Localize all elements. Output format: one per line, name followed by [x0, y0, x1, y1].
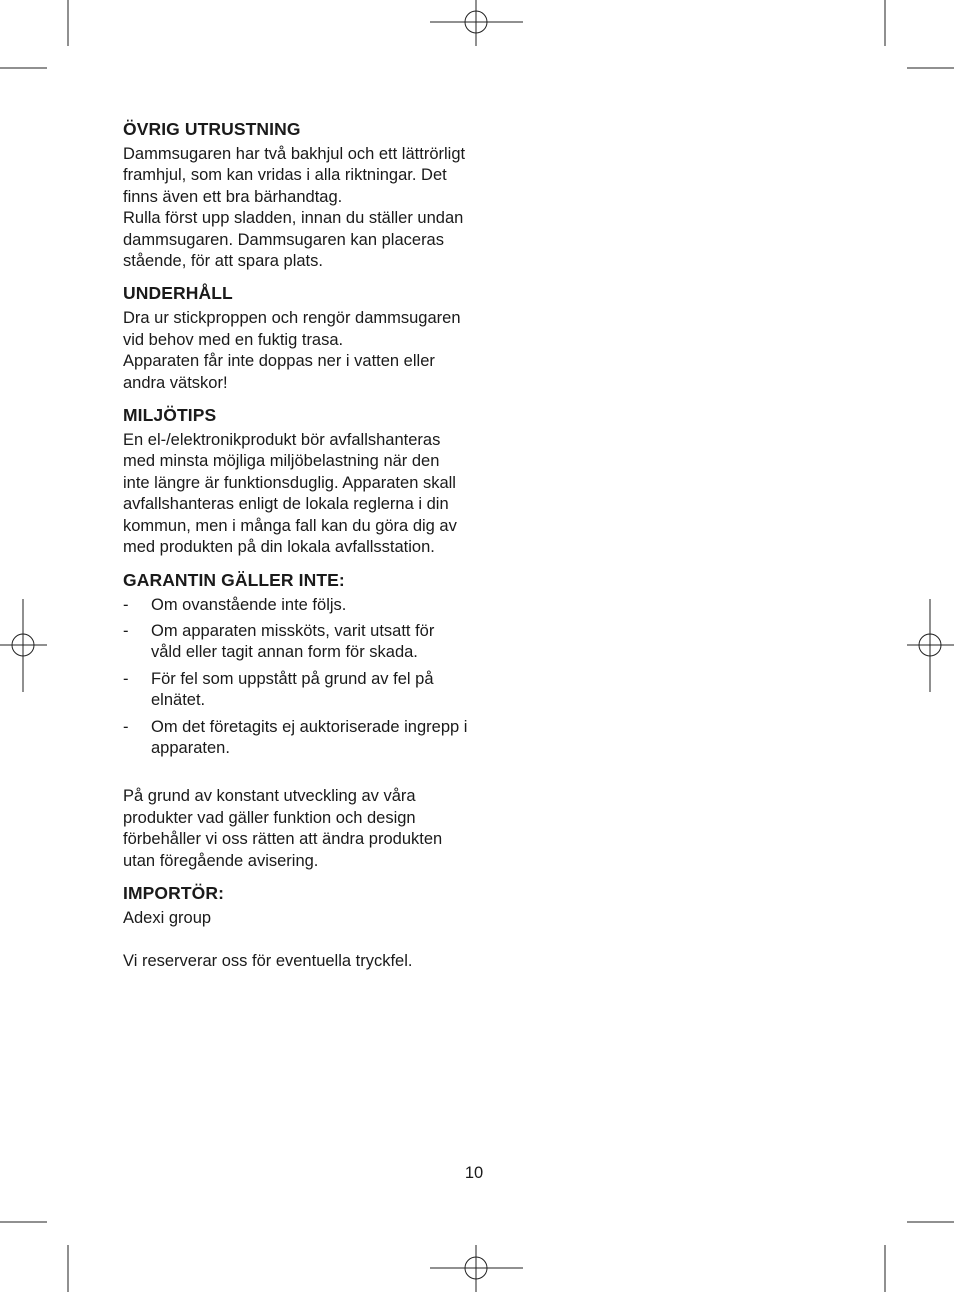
page-number: 10: [464, 1164, 484, 1182]
paragraph: Apparaten får inte doppas ner i vatten eller andra vätskor!: [123, 352, 435, 392]
section-heading: GARANTIN GÄLLER INTE:: [123, 569, 345, 590]
paragraph: Dra ur stickproppen och rengör dammsugaren vid behov med en fuktig trasa.: [123, 309, 461, 349]
section-heading: MILJÖTIPS: [123, 405, 217, 426]
manual-page-content: [123, 118, 468, 982]
section-heading: IMPORTÖR:: [123, 882, 225, 903]
section-miljotips: [123, 404, 468, 558]
list-item-text: Om apparaten missköts, varit utsatt för våld eller tagit annan form för skada.: [151, 621, 435, 662]
exclusion-list: [123, 595, 468, 760]
dash-bullet: -: [123, 717, 129, 736]
section-ovrig-utrustning: [123, 118, 468, 272]
list-item-text: Om det företagits ej auktoriserade ingrepp i apparaten.: [151, 717, 468, 757]
section-importor: [123, 882, 468, 972]
section-garantin: [123, 569, 468, 872]
importer-name: Adexi group: [123, 908, 212, 927]
section-heading: ÖVRIG UTRUSTNING: [123, 119, 301, 139]
dash-bullet: -: [123, 621, 129, 640]
list-item-text: Om ovanstående inte följs.: [151, 595, 347, 614]
dash-bullet: -: [123, 669, 129, 688]
paragraph: En el-/elektronikprodukt bör avfallshanteras med minsta möjliga miljöbelastning när den inte längre är funktionsduglig. Apparaten skall avfallshanteras enligt de lokala reglerna i din kommun, men i många fall kan du göra dig av med produkten på din lokala avfallsstation.: [123, 431, 457, 557]
registration-mark-top: [430, 0, 523, 46]
registration-mark-bottom: [430, 1245, 523, 1292]
misprint-disclaimer: Vi reserverar oss för eventuella tryckfel.: [123, 951, 413, 970]
paragraph: Dammsugaren har två bakhjul och ett lättrörligt framhjul, som kan vridas i alla riktningar. Det finns även ett bra bärhandtag.: [123, 145, 466, 206]
paragraph: Rulla först upp sladden, innan du ställer undan dammsugaren. Dammsugaren kan placeras stående, för att spara plats.: [123, 209, 464, 271]
section-underhall: [123, 282, 468, 394]
list-item: [123, 595, 468, 616]
list-item-text: För fel som uppstått på grund av fel på elnätet.: [151, 669, 434, 710]
registration-mark-right: [907, 599, 954, 692]
registration-mark-left: [0, 599, 47, 692]
section-heading: UNDERHÅLL: [123, 283, 233, 304]
list-item: [123, 717, 468, 760]
list-item: [123, 669, 468, 712]
list-item: [123, 621, 468, 664]
product-change-note: På grund av konstant utveckling av våra produkter vad gäller funktion och design förbehåller vi oss rätten att ändra produkten utan föregående avisering.: [123, 787, 443, 870]
dash-bullet: -: [123, 595, 129, 614]
